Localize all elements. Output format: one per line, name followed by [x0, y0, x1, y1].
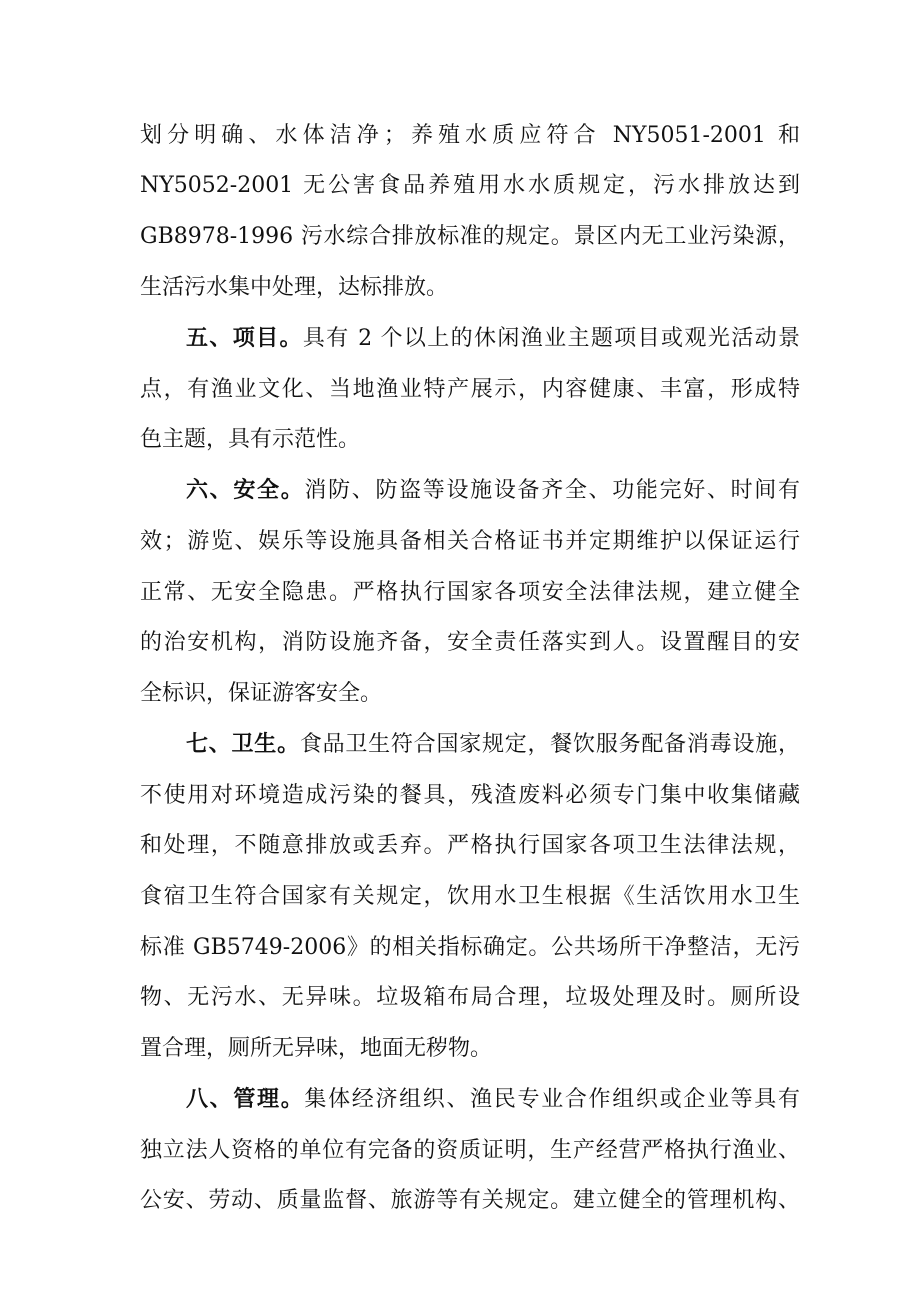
section-6-heading: 六、安全。: [186, 478, 305, 503]
section-8-line-3: 公安、劳动、质量监督、旅游等有关规定。建立健全的管理机构、: [140, 1188, 800, 1213]
section-5-first-line-text: 具有 2 个以上的休闲渔业主题项目或观光活动景: [302, 326, 800, 351]
section-6-line-5: 全标识，保证游客安全。: [140, 681, 383, 706]
section-6-line-4: 的治安机构，消防设施齐备，安全责任落实到人。设置醒目的安: [140, 630, 800, 655]
section-5-line-2: 点，有渔业文化、当地渔业特产展示，内容健康、丰富，形成特: [140, 377, 800, 402]
section-6-first-line-text: 消防、防盗等设施设备齐全、功能完好、时间有: [304, 478, 800, 503]
section-5-line-3: 色主题，具有示范性。: [140, 427, 361, 452]
section-5-heading: 五、项目。: [186, 326, 303, 351]
section-7-heading: 七、卫生。: [186, 732, 300, 757]
intro-line-4: 生活污水集中处理，达标排放。: [140, 275, 449, 300]
intro-line-2: NY5052-2001 无公害食品养殖用水水质规定，污水排放达到: [140, 173, 800, 198]
section-7-line-7: 置合理，厕所无异味，地面无秽物。: [140, 1036, 493, 1061]
section-7-line-5: 标准 GB5749-2006》的相关指标确定。公共场所干净整洁，无污: [140, 935, 800, 960]
section-8-line-2: 独立法人资格的单位有完备的资质证明，生产经营严格执行渔业、: [140, 1138, 800, 1163]
section-7-first-line-text: 食品卫生符合国家规定，餐饮服务配备消毒设施，: [299, 732, 800, 757]
section-7-line-6: 物、无污水、无异味。垃圾箱布局合理，垃圾处理及时。厕所设: [140, 985, 800, 1010]
section-8-first-line-text: 集体经济组织、渔民专业合作组织或企业等具有: [304, 1087, 800, 1112]
section-7-line-2: 不使用对环境造成污染的餐具，残渣废料必须专门集中收集储藏: [140, 783, 800, 808]
intro-line-1: 划分明确、水体洁净；养殖水质应符合 NY5051-2001 和: [140, 123, 800, 148]
section-7-line-3: 和处理，不随意排放或丢弃。严格执行国家各项卫生法律法规，: [140, 833, 800, 858]
section-8-heading: 八、管理。: [186, 1087, 305, 1112]
section-6-line-3: 正常、无安全隐患。严格执行国家各项安全法律法规，建立健全: [140, 580, 800, 605]
section-6-line-2: 效；游览、娱乐等设施具备相关合格证书并定期维护以保证运行: [140, 529, 800, 554]
intro-line-3: GB8978-1996 污水综合排放标准的规定。景区内无工业污染源，: [140, 224, 800, 249]
section-7-line-4: 食宿卫生符合国家有关规定，饮用水卫生根据《生活饮用水卫生: [140, 884, 800, 909]
